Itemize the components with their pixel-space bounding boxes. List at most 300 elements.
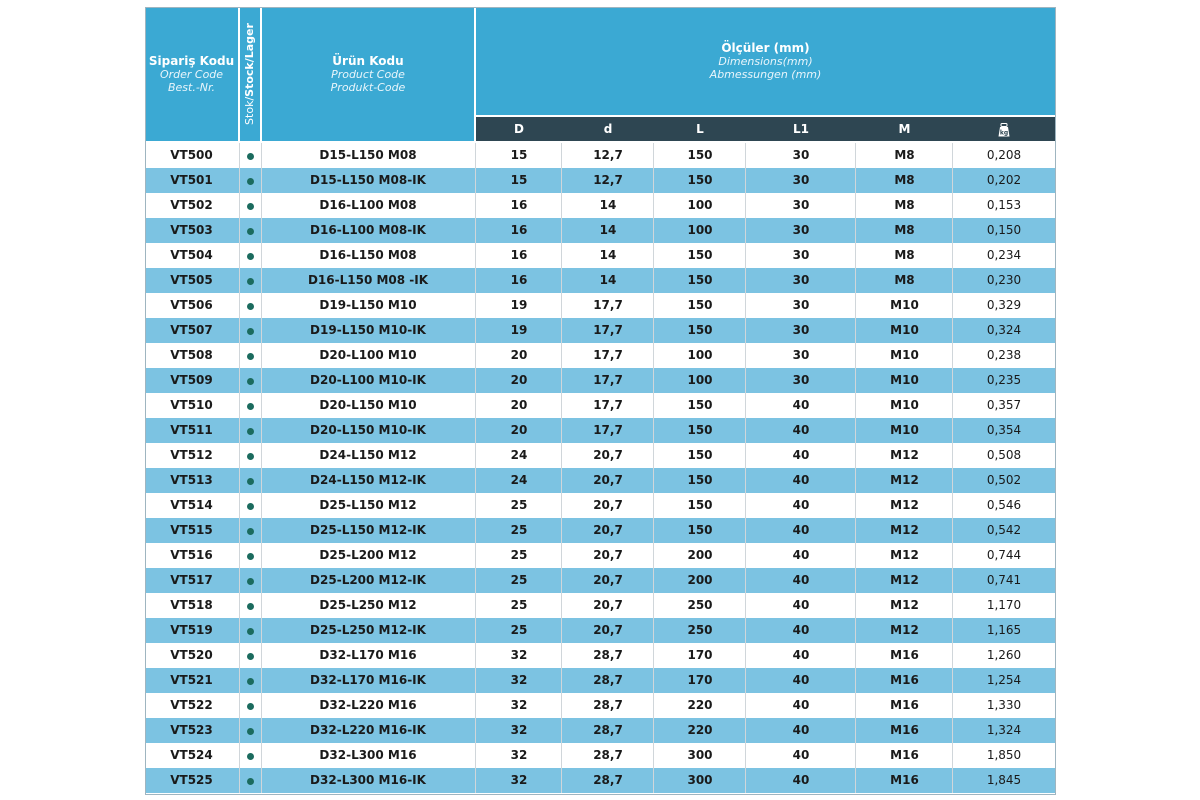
cell-m: M10 (890, 373, 919, 387)
column-divider (952, 393, 953, 418)
cell-d: 19 (510, 323, 528, 337)
table-row (145, 168, 1055, 193)
stock-indicator-dot (247, 303, 254, 310)
cell-d: 20 (510, 348, 528, 362)
cell-code: VT505 (170, 273, 213, 287)
cell-weight: 1,845 (986, 773, 1022, 787)
cell-product: D20-L150 M10-IK (310, 423, 426, 437)
column-divider (653, 743, 654, 768)
column-divider (855, 393, 856, 418)
cell-l1: 40 (792, 623, 810, 637)
column-divider (855, 143, 856, 168)
cell-l1: 30 (792, 298, 810, 312)
cell-d: 20,7 (593, 473, 623, 487)
column-divider (745, 418, 746, 443)
column-divider (653, 318, 654, 343)
column-divider (952, 343, 953, 368)
cell-l: 250 (687, 623, 713, 637)
table-row (145, 468, 1055, 493)
table-row (145, 268, 1055, 293)
col-header-L1: L1 (793, 122, 809, 136)
column-divider (239, 193, 240, 218)
cell-d: 28,7 (593, 773, 623, 787)
cell-m: M12 (890, 498, 919, 512)
cell-product: D16-L100 M08 (319, 198, 417, 212)
column-divider (952, 493, 953, 518)
column-divider (952, 368, 953, 393)
cell-l1: 40 (792, 473, 810, 487)
cell-weight: 1,850 (986, 748, 1022, 762)
column-divider (261, 218, 262, 243)
column-divider (261, 243, 262, 268)
header-order-code-en: Order Code (159, 68, 224, 81)
cell-d: 20,7 (593, 548, 623, 562)
cell-product: D25-L150 M12 (319, 498, 417, 512)
column-divider (745, 168, 746, 193)
cell-weight: 0,546 (986, 498, 1022, 512)
table-row (145, 643, 1055, 668)
column-divider (745, 668, 746, 693)
column-divider (475, 468, 476, 493)
cell-d: 32 (510, 773, 528, 787)
column-divider (855, 418, 856, 443)
column-divider (855, 543, 856, 568)
column-divider (745, 518, 746, 543)
stock-indicator-dot (247, 253, 254, 260)
column-divider (653, 693, 654, 718)
column-divider (952, 743, 953, 768)
column-divider (855, 443, 856, 468)
column-divider (561, 418, 562, 443)
column-divider (855, 368, 856, 393)
stock-indicator-dot (247, 728, 254, 735)
column-divider (561, 243, 562, 268)
column-divider (475, 743, 476, 768)
cell-code: VT513 (170, 473, 213, 487)
column-divider (475, 543, 476, 568)
cell-d: 14 (599, 198, 617, 212)
cell-d: 14 (599, 273, 617, 287)
column-divider (952, 543, 953, 568)
column-divider (745, 243, 746, 268)
column-divider (239, 393, 240, 418)
cell-d: 32 (510, 673, 528, 687)
header-dimensions-label: Ölçüler (mm) (721, 41, 810, 55)
cell-product: D32-L300 M16 (319, 748, 417, 762)
column-divider (952, 518, 953, 543)
cell-l: 170 (687, 673, 713, 687)
cell-m: M12 (890, 523, 919, 537)
cell-product: D32-L220 M16 (319, 698, 417, 712)
column-divider (475, 568, 476, 593)
column-divider (239, 768, 240, 793)
column-divider (855, 493, 856, 518)
cell-d: 20 (510, 398, 528, 412)
cell-l1: 40 (792, 523, 810, 537)
cell-l: 170 (687, 648, 713, 662)
cell-code: VT509 (170, 373, 213, 387)
column-divider (952, 643, 953, 668)
cell-code: VT510 (170, 398, 213, 412)
column-divider (653, 418, 654, 443)
column-divider (239, 593, 240, 618)
column-divider (952, 268, 953, 293)
cell-l1: 40 (792, 398, 810, 412)
cell-d: 17,7 (593, 323, 623, 337)
table-row (145, 493, 1055, 518)
cell-d: 28,7 (593, 648, 623, 662)
cell-l: 250 (687, 598, 713, 612)
column-divider (855, 518, 856, 543)
column-divider (261, 343, 262, 368)
cell-l1: 30 (792, 223, 810, 237)
column-divider (745, 693, 746, 718)
column-divider (561, 218, 562, 243)
cell-d: 32 (510, 698, 528, 712)
cell-d: 25 (510, 523, 528, 537)
stock-indicator-dot (247, 753, 254, 760)
cell-code: VT501 (170, 173, 213, 187)
column-divider (653, 368, 654, 393)
column-divider (475, 393, 476, 418)
column-divider (561, 318, 562, 343)
column-divider (952, 693, 953, 718)
cell-weight: 0,542 (986, 523, 1022, 537)
cell-l1: 40 (792, 698, 810, 712)
column-divider (475, 143, 476, 168)
column-divider (239, 693, 240, 718)
column-divider (561, 443, 562, 468)
column-divider (261, 268, 262, 293)
column-divider (653, 618, 654, 643)
stock-indicator-dot (247, 228, 254, 235)
column-divider (653, 768, 654, 793)
col-header-d: d (603, 122, 613, 136)
column-divider (561, 643, 562, 668)
cell-l1: 30 (792, 248, 810, 262)
column-divider (952, 468, 953, 493)
column-divider (239, 643, 240, 668)
column-divider (561, 193, 562, 218)
cell-d: 20,7 (593, 573, 623, 587)
column-divider (475, 268, 476, 293)
column-divider (745, 643, 746, 668)
column-divider (475, 343, 476, 368)
cell-m: M12 (890, 623, 919, 637)
column-divider (475, 593, 476, 618)
stock-indicator-dot (247, 453, 254, 460)
column-divider (653, 243, 654, 268)
column-divider (239, 493, 240, 518)
cell-product: D25-L200 M12 (319, 548, 417, 562)
table-row (145, 768, 1055, 793)
dimension-subheader (476, 117, 1055, 141)
column-divider (475, 493, 476, 518)
stock-indicator-dot (247, 528, 254, 535)
cell-weight: 0,208 (986, 148, 1022, 162)
column-divider (239, 168, 240, 193)
column-divider (239, 318, 240, 343)
cell-l: 150 (687, 473, 713, 487)
column-divider (745, 543, 746, 568)
cell-l1: 40 (792, 498, 810, 512)
column-divider (561, 518, 562, 543)
column-divider (475, 718, 476, 743)
cell-m: M16 (890, 748, 919, 762)
table-row (145, 618, 1055, 643)
column-divider (261, 293, 262, 318)
cell-l: 200 (687, 548, 713, 562)
column-divider (261, 193, 262, 218)
column-divider (745, 143, 746, 168)
header-product-code-en: Product Code (331, 68, 405, 81)
column-divider (261, 393, 262, 418)
cell-l1: 30 (792, 173, 810, 187)
cell-d: 24 (510, 473, 528, 487)
cell-l1: 30 (792, 348, 810, 362)
cell-product: D15-L150 M08-IK (310, 173, 426, 187)
cell-code: VT521 (170, 673, 213, 687)
cell-code: VT525 (170, 773, 213, 787)
cell-l1: 40 (792, 648, 810, 662)
stock-indicator-dot (247, 553, 254, 560)
weight-icon (998, 123, 1010, 137)
column-divider (561, 668, 562, 693)
stock-indicator-dot (247, 428, 254, 435)
column-divider (952, 168, 953, 193)
table-row (145, 193, 1055, 218)
cell-l1: 40 (792, 673, 810, 687)
column-divider (561, 493, 562, 518)
cell-d: 20,7 (593, 498, 623, 512)
cell-code: VT519 (170, 623, 213, 637)
cell-d: 20,7 (593, 448, 623, 462)
cell-m: M12 (890, 548, 919, 562)
cell-d: 32 (510, 748, 528, 762)
cell-m: M16 (890, 723, 919, 737)
cell-m: M10 (890, 423, 919, 437)
column-divider (239, 368, 240, 393)
column-divider (653, 393, 654, 418)
column-divider (261, 693, 262, 718)
cell-d: 12,7 (593, 148, 623, 162)
column-divider (653, 493, 654, 518)
cell-product: D19-L150 M10-IK (310, 323, 426, 337)
col-header-D: D (514, 122, 524, 136)
column-divider (855, 568, 856, 593)
column-divider (261, 768, 262, 793)
column-divider (261, 593, 262, 618)
column-divider (239, 268, 240, 293)
cell-d: 17,7 (593, 348, 623, 362)
cell-product: D25-L250 M12-IK (310, 623, 426, 637)
cell-m: M16 (890, 648, 919, 662)
cell-l1: 30 (792, 373, 810, 387)
cell-product: D24-L150 M12 (319, 448, 417, 462)
column-divider (261, 368, 262, 393)
cell-product: D32-L170 M16 (319, 648, 417, 662)
column-divider (855, 743, 856, 768)
cell-weight: 0,230 (986, 273, 1022, 287)
cell-d: 12,7 (593, 173, 623, 187)
column-divider (952, 243, 953, 268)
cell-weight: 0,238 (986, 348, 1022, 362)
column-divider (653, 568, 654, 593)
cell-l1: 40 (792, 573, 810, 587)
column-divider (561, 393, 562, 418)
column-divider (855, 318, 856, 343)
cell-d: 20,7 (593, 523, 623, 537)
cell-d: 16 (510, 248, 528, 262)
cell-weight: 0,329 (986, 298, 1022, 312)
column-divider (261, 318, 262, 343)
column-divider (745, 718, 746, 743)
column-divider (653, 518, 654, 543)
cell-code: VT517 (170, 573, 213, 587)
cell-d: 32 (510, 723, 528, 737)
column-divider (745, 618, 746, 643)
cell-l: 150 (687, 248, 713, 262)
column-divider (855, 618, 856, 643)
column-divider (261, 618, 262, 643)
column-divider (239, 143, 240, 168)
cell-l: 150 (687, 398, 713, 412)
column-divider (745, 268, 746, 293)
stock-indicator-dot (247, 203, 254, 210)
cell-code: VT524 (170, 748, 213, 762)
cell-l: 150 (687, 498, 713, 512)
column-divider (261, 143, 262, 168)
column-divider (261, 518, 262, 543)
cell-code: VT503 (170, 223, 213, 237)
cell-d: 24 (510, 448, 528, 462)
stock-indicator-dot (247, 628, 254, 635)
column-divider (475, 218, 476, 243)
column-divider (561, 693, 562, 718)
cell-weight: 0,202 (986, 173, 1022, 187)
column-divider (239, 468, 240, 493)
column-divider (561, 593, 562, 618)
cell-product: D16-L150 M08 -IK (307, 273, 429, 287)
column-divider (475, 318, 476, 343)
column-divider (952, 218, 953, 243)
cell-d: 28,7 (593, 673, 623, 687)
column-divider (239, 218, 240, 243)
header-product-code (262, 7, 474, 141)
column-divider (561, 768, 562, 793)
column-divider (561, 168, 562, 193)
column-divider (261, 743, 262, 768)
cell-weight: 0,741 (986, 573, 1022, 587)
header-stock-label (244, 23, 256, 125)
cell-d: 15 (510, 173, 528, 187)
table-row (145, 393, 1055, 418)
cell-code: VT512 (170, 448, 213, 462)
column-divider (475, 618, 476, 643)
column-divider (653, 443, 654, 468)
cell-l: 150 (687, 448, 713, 462)
cell-l: 300 (687, 773, 713, 787)
cell-m: M8 (894, 173, 915, 187)
column-divider (855, 768, 856, 793)
column-divider (745, 193, 746, 218)
cell-l1: 40 (792, 448, 810, 462)
cell-code: VT520 (170, 648, 213, 662)
cell-d: 17,7 (593, 398, 623, 412)
stock-indicator-dot (247, 478, 254, 485)
column-divider (561, 468, 562, 493)
cell-l1: 30 (792, 323, 810, 337)
column-divider (653, 643, 654, 668)
column-divider (239, 718, 240, 743)
cell-l: 100 (687, 198, 713, 212)
cell-product: D20-L150 M10 (319, 398, 417, 412)
column-divider (475, 518, 476, 543)
cell-d: 25 (510, 548, 528, 562)
column-divider (239, 743, 240, 768)
cell-m: M10 (890, 298, 919, 312)
cell-l1: 30 (792, 198, 810, 212)
cell-d: 17,7 (593, 373, 623, 387)
table-row (145, 668, 1055, 693)
cell-d: 19 (510, 298, 528, 312)
column-divider (952, 668, 953, 693)
cell-d: 25 (510, 598, 528, 612)
col-header-L: L (696, 122, 704, 136)
cell-product: D15-L150 M08 (319, 148, 417, 162)
column-divider (475, 418, 476, 443)
header-stock (240, 7, 260, 141)
column-divider (239, 543, 240, 568)
column-divider (561, 268, 562, 293)
column-divider (952, 418, 953, 443)
svg-text:kg: kg (999, 129, 1009, 136)
column-divider (745, 293, 746, 318)
column-divider (239, 568, 240, 593)
cell-code: VT507 (170, 323, 213, 337)
cell-l: 150 (687, 298, 713, 312)
header-product-code-de: Produkt-Code (330, 81, 406, 94)
cell-m: M12 (890, 573, 919, 587)
column-divider (475, 193, 476, 218)
column-divider (952, 143, 953, 168)
column-divider (475, 768, 476, 793)
cell-l1: 40 (792, 723, 810, 737)
column-divider (653, 293, 654, 318)
column-divider (561, 743, 562, 768)
column-divider (561, 618, 562, 643)
column-divider (261, 643, 262, 668)
column-divider (745, 443, 746, 468)
column-divider (653, 343, 654, 368)
cell-weight: 0,234 (986, 248, 1022, 262)
column-divider (952, 568, 953, 593)
column-divider (653, 268, 654, 293)
column-divider (745, 393, 746, 418)
cell-d: 28,7 (593, 748, 623, 762)
column-divider (952, 443, 953, 468)
cell-m: M8 (894, 148, 915, 162)
column-divider (855, 168, 856, 193)
column-divider (261, 443, 262, 468)
cell-product: D20-L100 M10-IK (310, 373, 426, 387)
cell-d: 32 (510, 648, 528, 662)
column-divider (261, 168, 262, 193)
column-divider (261, 468, 262, 493)
column-divider (239, 418, 240, 443)
cell-l: 200 (687, 573, 713, 587)
table-row (145, 718, 1055, 743)
